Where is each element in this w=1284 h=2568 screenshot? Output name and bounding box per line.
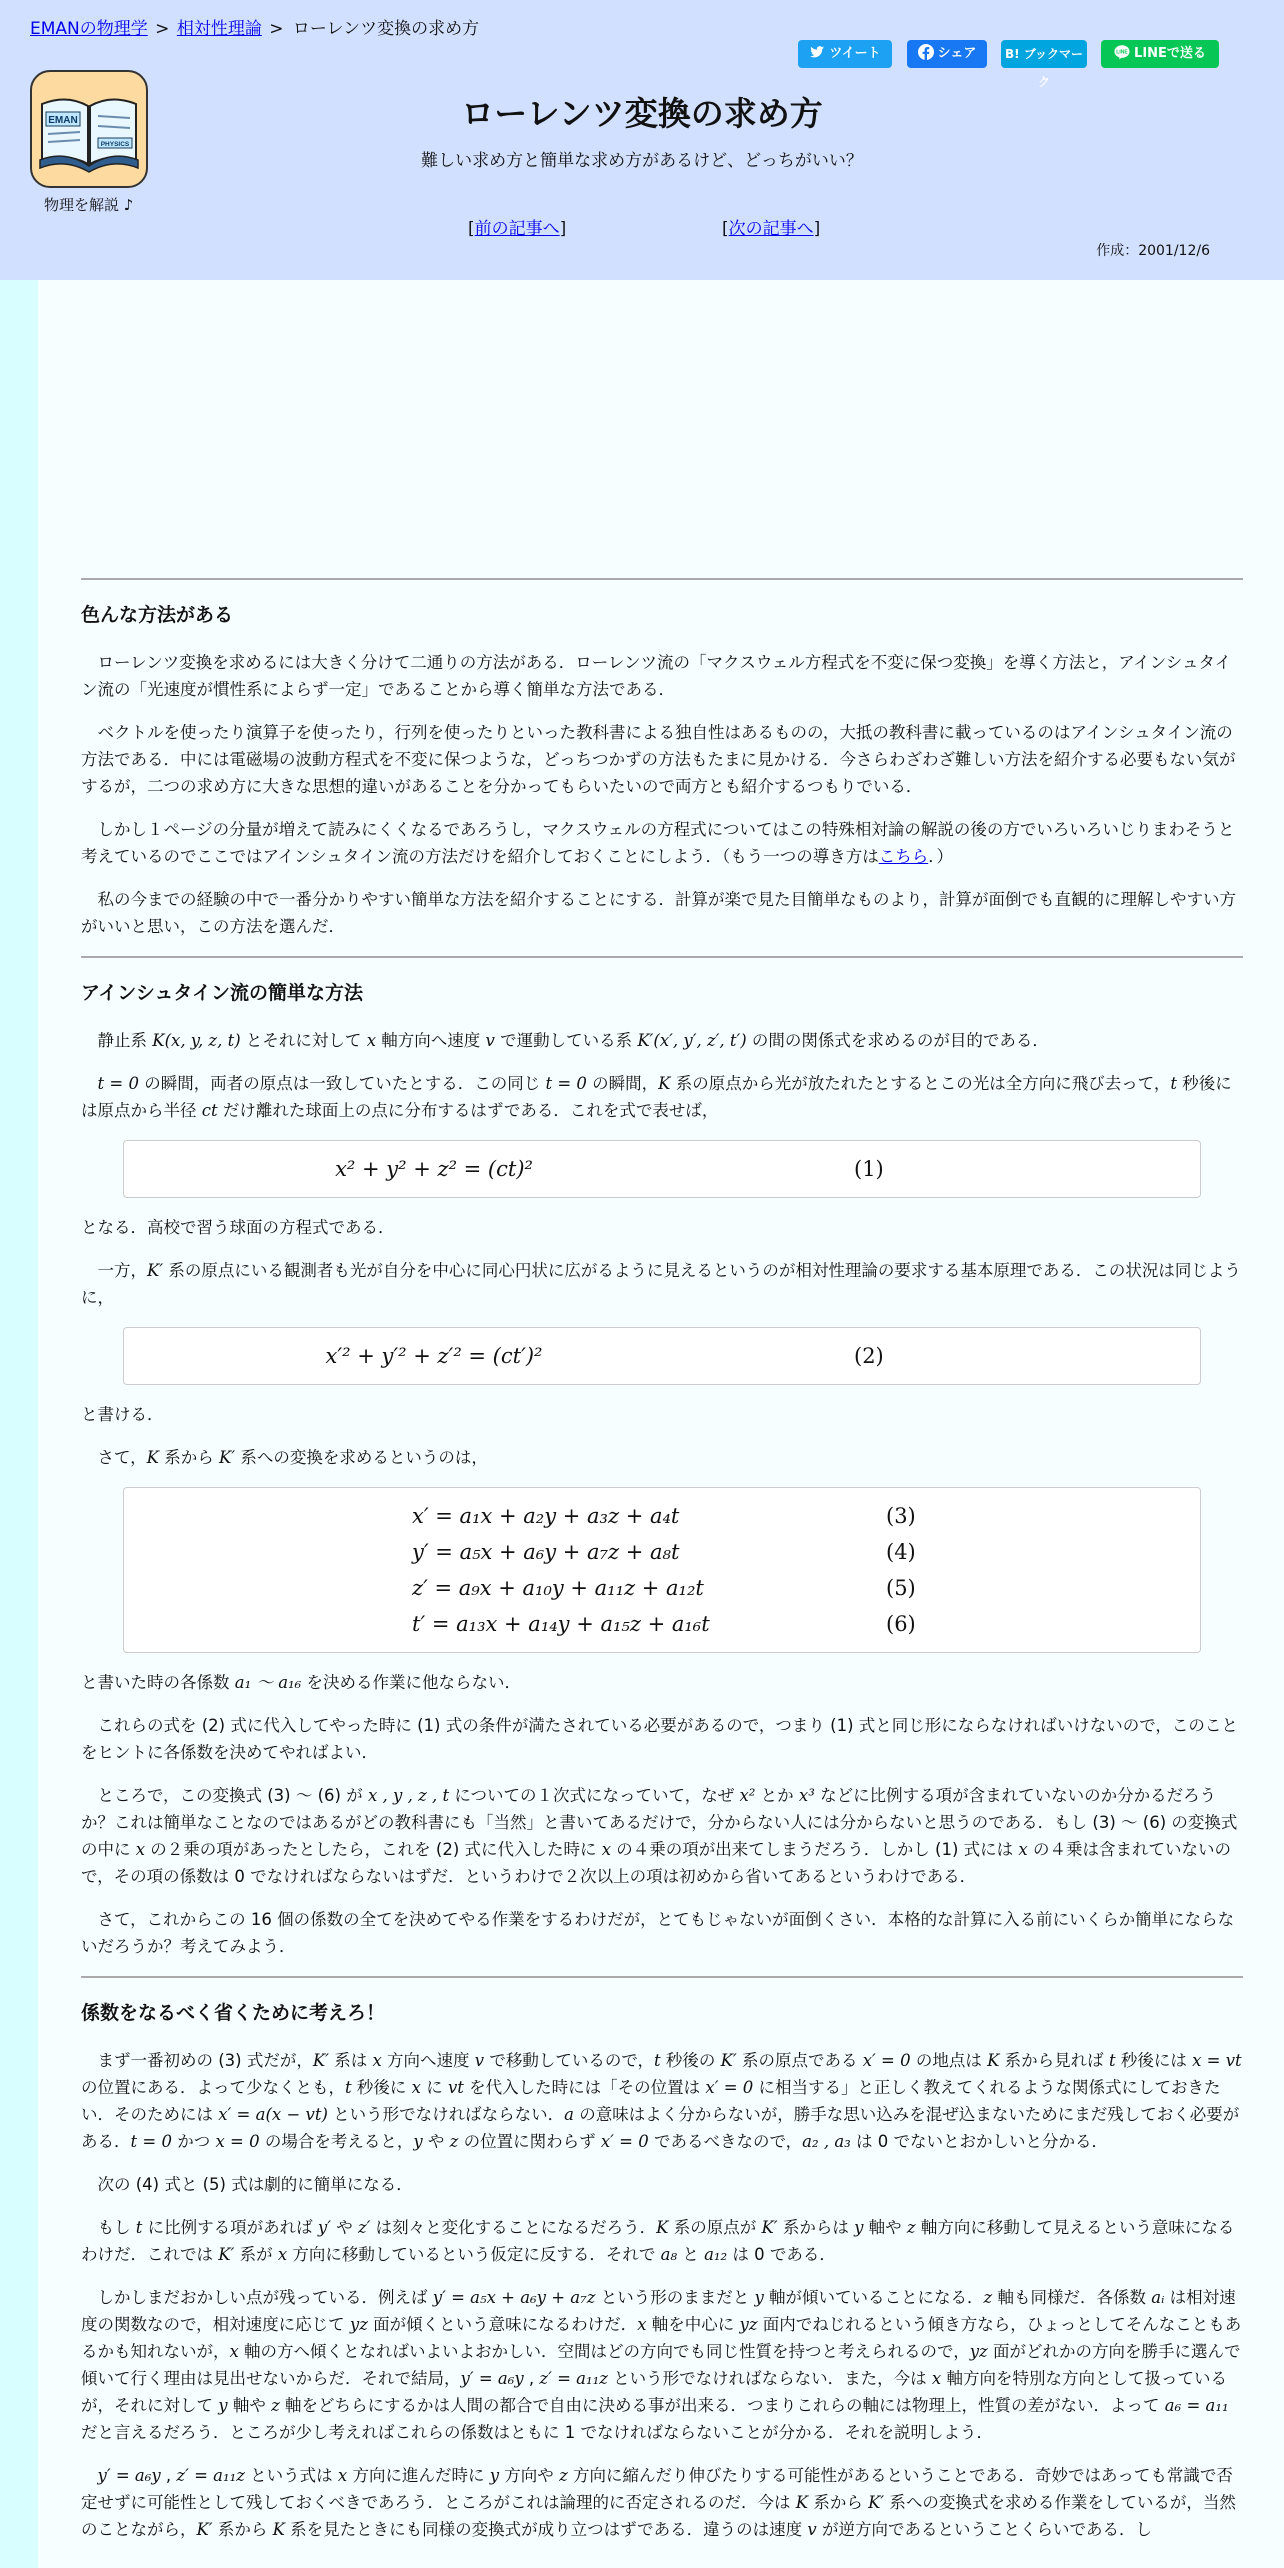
line-share-label: LINEで送る	[1134, 46, 1206, 61]
svg-text:PHYSICS: PHYSICS	[100, 141, 130, 148]
tweet-button[interactable]	[798, 40, 892, 68]
equation-box	[123, 1327, 1201, 1385]
facebook-icon	[918, 44, 934, 60]
paragraph: と書いた時の各係数 a₁ 〜 a₁₆ を決める作業に他ならない．	[81, 1673, 522, 1692]
equation: y′ = a₅x + a₆y + a₇z + a₈t	[412, 1540, 680, 1564]
svg-text:EMAN: EMAN	[48, 115, 78, 126]
page-title: ローレンツ変換の求め方	[461, 94, 823, 133]
equation-number: (6)	[886, 1612, 916, 1636]
equation: x² + y² + z² = (ct)²	[335, 1157, 533, 1181]
alt-derivation-link[interactable]: こちら	[878, 847, 929, 866]
facebook-share-label: シェア	[937, 46, 977, 61]
breadcrumb-separator: >	[269, 19, 284, 39]
paragraph: しかしまだおかしい点が残っている．例えば y′ = a₅x + a₆y + a₇z という形のままだと y 軸が傾いていることになる．z 軸も同様だ．各係数 aᵢ は相対速度の関数なので，相対速度に応じて yz 面が傾くという意味になるわけだ．x 軸を中心に yz 面内でねじれるという傾き方なら，ひょっとしてそんなこともあるかも知れないが，x 軸の方へ傾くとなればいよいよおかしい．空間はどの方向でも同じ性質を持つと考えられるので，yz 面がどれかの方向を勝手に選んで傾いて行く理由は見出せないからだ．それで結局，y′ = a₆y , z′ = a₁₁z という形でなければならない．また，今は x 軸方向を特別な方向として扱っているが，それに対して y 軸や z 軸をどちらにするかは人間の都合で自由に決める事が出来る．つまりこれらの軸には物理上，性質の差がない．よって a₆ = a₁₁ だと言えるだろう．ところが少し考えればこれらの係数はともに 1 でなければならないことが分かる．それを説明しよう．	[81, 2288, 1242, 2442]
page-header	[0, 0, 1284, 280]
hatena-bookmark-label: B! ブックマーク	[1005, 47, 1083, 89]
next-article-link[interactable]: 次の記事へ	[728, 219, 814, 239]
left-margin-stripe	[0, 280, 38, 2568]
paragraph: まず一番初めの (3) 式だが，K′ 系は x 方向へ速度 v で移動しているので，t 秒後の K′ 系の原点である x′ = 0 の地点は K 系から見れば t 秒後には x = vt の位置にある．よって少なくとも，t 秒後に x に vt を代入した時には「その位置は x′ = 0 に相当する」と正しく教えてくれるような関係式にしておきたい．そのためには x′ = a(x − vt) という形でなければならない．a の意味はよく分からないが，勝手な思い込みを混ぜ込まないためにまだ残しておく必要がある．t = 0 かつ x = 0 の場合を考えると，y や z の位置に関わらず x′ = 0 であるべきなので，a₂ , a₃ は 0 でないとおかしいと分かる．	[81, 2051, 1242, 2151]
equation: x′ = a₁x + a₂y + a₃z + a₄t	[412, 1504, 680, 1528]
article-body	[81, 578, 1243, 2559]
equation-number: (5)	[886, 1576, 916, 1600]
paragraph: 私の今までの経験の中で一番分かりやすい簡単な方法を紹介することにする．計算が楽で見た目簡単なものより，計算が面倒でも直観的に理解しやすい方がいいと思い，この方法を選んだ．	[81, 890, 1236, 936]
breadcrumb-separator: >	[155, 19, 170, 39]
paragraph: 次の (4) 式と (5) 式は劇的に簡単になる．	[97, 2175, 413, 2194]
svg-text:LINE: LINE	[1116, 49, 1128, 56]
twitter-bird-icon	[809, 44, 825, 60]
paragraph: 静止系 K(x, y, z, t) とそれに対して x 軸方向へ速度 v で運動している系 K′(x′, y′, z′, t′) の間の関係式を求めるのが目的である．	[97, 1031, 1049, 1050]
paragraph: となる．高校で習う球面の方程式である．	[81, 1218, 395, 1237]
paragraph: さて，これからこの 16 個の係数の全てを決めてやる作業をするわけだが，とてもじゃないが面倒くさい．本格的な計算に入る前にいくらか簡単にならないだろうか？考えてみよう．	[81, 1910, 1235, 1956]
paragraph: ベクトルを使ったり演算子を使ったり，行列を使ったりといった教科書による独自性はあるものの，大抵の教科書に載っているのはアインシュタイン流の方法である．中には電磁場の波動方程式を不変に保つような，どっちつかずの方法もたまに見かける．今さらわざわざ難しい方法を紹介する必要もない気がするが，二つの求め方に大きな思想的違いがあることを分かってもらいたいので両方とも紹介するつもりでいる．	[81, 723, 1236, 796]
equation: t′ = a₁₃x + a₁₄y + a₁₅z + a₁₆t	[412, 1612, 710, 1636]
equation: z′ = a₉x + a₁₀y + a₁₁z + a₁₂t	[412, 1576, 704, 1600]
equation-number: (4)	[886, 1540, 916, 1564]
hatena-bookmark-button[interactable]	[1001, 40, 1087, 89]
section-heading: アインシュタイン流の簡単な方法	[81, 982, 364, 1004]
next-article-nav: [次の記事へ]	[722, 219, 821, 239]
page-subtitle: 難しい求め方と簡単な求め方があるけど、どっちがいい？	[421, 151, 863, 171]
section-heading: 係数をなるべく省くために考えろ！	[81, 2002, 386, 2024]
facebook-share-button[interactable]	[907, 40, 987, 68]
paragraph: ローレンツ変換を求めるには大きく分けて二通りの方法がある．ローレンツ流の「マクスウェル方程式を不変に保つ変換」を導く方法と，アインシュタイン流の「光速度が慣性系によらず一定」であることから導く簡単な方法である．	[81, 653, 1232, 699]
equation-system-box	[123, 1487, 1201, 1653]
prev-article-nav: [前の記事へ]	[468, 219, 567, 239]
equation-number: (2)	[854, 1344, 884, 1368]
section-heading: 色んな方法がある	[81, 604, 234, 626]
breadcrumb	[30, 14, 481, 39]
paragraph: と書ける．	[81, 1405, 164, 1424]
logo-caption: 物理を解説 ♪	[44, 196, 134, 214]
equation-number: (3)	[886, 1504, 916, 1528]
section-divider	[81, 1976, 1243, 1978]
paragraph: t = 0 の瞬間，両者の原点は一致していたとする．この同じ t = 0 の瞬間，K 系の原点から光が放たれたとするとこの光は全方向に飛び去って，t 秒後には原点から半径 ct だけ離れた球面上の点に分布するはずである．これを式で表せば，	[81, 1074, 1232, 1120]
paragraph: 一方，K′ 系の原点にいる観測者も光が自分を中心に同心円状に広がるように見えるというのが相対性理論の要求する基本原理である．この状況は同じように，	[81, 1261, 1241, 1307]
line-icon	[1114, 44, 1130, 60]
section-divider	[81, 956, 1243, 958]
breadcrumb-section-link[interactable]: 相対性理論	[176, 19, 262, 39]
created-date: 作成：2001/12/6	[1096, 243, 1210, 259]
paragraph: ところで，この変換式 (3) 〜 (6) が x , y , z , t についての１次式になっていて，なぜ x² とか x³ などに比例する項が含まれていないのか分かるだろうか？これは簡単なことなのではあるがどの教科書にも「当然」と書いてあるだけで，分からない人には分からないと思うのである．もし (3) 〜 (6) の変換式の中に x の２乗の項があったとしたら，これを (2) 式に代入した時に x の４乗の項が出来てしまうだろう．しかし (1) 式には x の４乗は含まれていないので，その項の係数は 0 でなければならないはずだ．というわけで２次以上の項は初めから省いてあるというわけである．	[81, 1786, 1238, 1886]
line-share-button[interactable]	[1101, 40, 1219, 68]
paragraph: さて，K 系から K′ 系への変換を求めるというのは，	[97, 1448, 488, 1467]
tweet-label: ツイート	[829, 46, 881, 61]
paragraph: これらの式を (2) 式に代入してやった時に (1) 式の条件が満たされている必要があるので，つまり (1) 式と同じ形にならなければいけないので，このことをヒントに各係数を決めてやればよい．	[81, 1716, 1238, 1762]
prev-article-link[interactable]: 前の記事へ	[474, 219, 560, 239]
breadcrumb-current: ローレンツ変換の求め方	[292, 19, 480, 39]
equation-number: (1)	[854, 1157, 884, 1181]
paragraph: しかし１ページの分量が増えて読みにくくなるであろうし，マクスウェルの方程式についてはこの特殊相対論の解説の後の方でいろいろいじりまわそうと考えているのでここではアインシュタイン流の方法だけを紹介しておくことにしよう．（もう一つの導き方はこちら．）	[81, 820, 1235, 866]
equation-box	[123, 1140, 1201, 1198]
paragraph: y′ = a₆y , z′ = a₁₁z という式は x 方向に進んだ時に y 方向や z 方向に縮んだり伸びたりする可能性があるということである．奇妙ではあっても常識で否定せずに可能性として残しておくべきであろう．ところがこれは論理的に否定されるのだ．今は K 系から K′ 系への変換式を求める作業をしているが，当然のことながら，K′ 系から K 系を見たときにも同様の変換式が成り立つはずである．違うのは速度 v が逆方向であるということくらいである．し	[81, 2466, 1236, 2539]
section-divider	[81, 578, 1243, 580]
equation: x′² + y′² + z′² = (ct′)²	[325, 1344, 543, 1368]
breadcrumb-home-link[interactable]: EMANの物理学	[30, 19, 148, 39]
paragraph: もし t に比例する項があれば y′ や z′ は刻々と変化することになるだろう．K 系の原点が K′ 系からは y 軸や z 軸方向に移動して見えるという意味になるわけだ．これでは K′ 系が x 方向に移動しているという仮定に反する．それで a₈ と a₁₂ は 0 である．	[81, 2218, 1235, 2264]
